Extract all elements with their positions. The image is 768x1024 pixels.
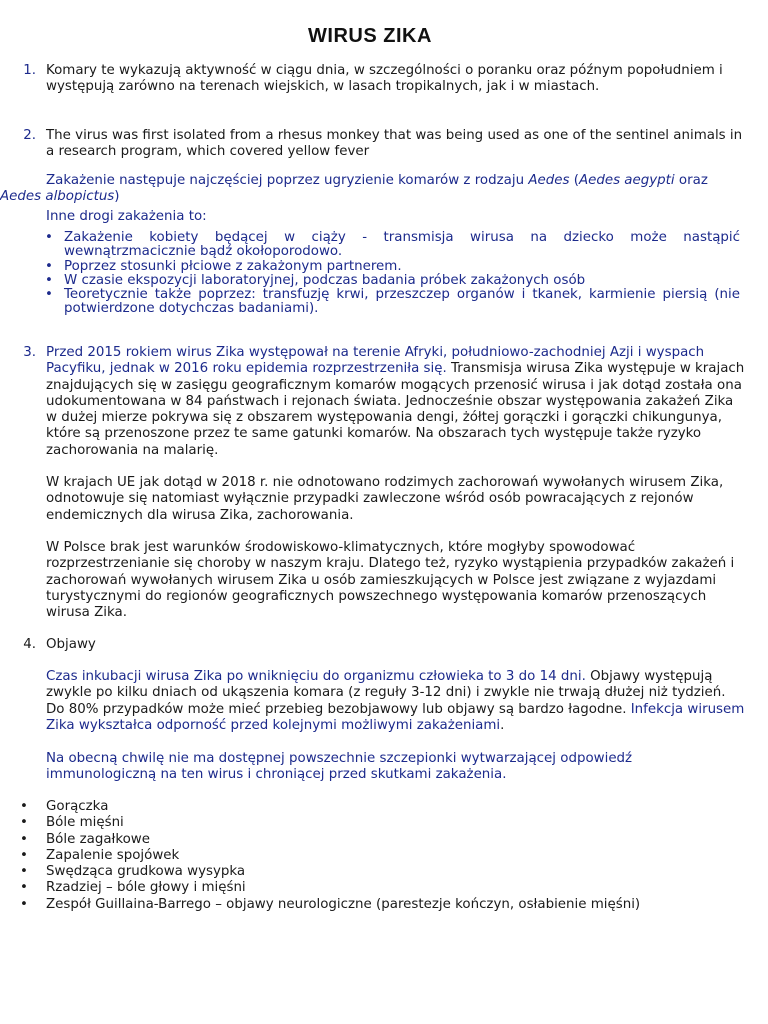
list-item-text: Bóle zagałkowe [46, 831, 150, 847]
section-2-text: The virus was first isolated from a rhesus monkey that was being used as one of the sentinel animals in a research program, which covered yellow fever [46, 128, 743, 160]
list-item [45, 287, 740, 317]
section-1-text: Komary te wykazują aktywność w ciągu dnia, w szczególności o poranku oraz późnym popołudniem i występują zarówno na terenach wiejskich, w lasach tropikalnych, jak i w miastach. [46, 63, 723, 95]
bullet-icon: • [45, 230, 53, 245]
bullet-icon: • [20, 831, 28, 847]
list-item [20, 864, 726, 880]
symptoms-list [20, 799, 726, 913]
page-title: WIRUS ZIKA [308, 25, 432, 47]
section-2-number: 2. [23, 128, 36, 143]
bullet-icon: • [20, 864, 28, 880]
eu-paragraph: W krajach UE jak dotąd w 2018 r. nie odnotowano rodzimych zachorowań wywołanych wirusem Zika, odnotowuje się natomiast wyłącznie przypadki zawleczone wśród osób powracających z rejonów endemicznych dla wirusa Zika, zachorowania. [46, 475, 724, 523]
list-item-text: Zespół Guillaina-Barrego – objawy neurologiczne (parestezje kończyn, osłabienie mięśni) [46, 896, 641, 912]
bullet-icon: • [45, 258, 53, 274]
transmission-text-f: Aedes albopictus [0, 189, 115, 205]
list-item [20, 831, 726, 848]
section-3-number: 3. [23, 345, 36, 360]
symptoms-heading: Objawy [46, 637, 96, 652]
incubation-paragraph [46, 669, 746, 734]
list-item-text: Swędząca grudkowa wysypka [46, 864, 246, 880]
list-item [20, 896, 726, 913]
list-item-text: Zakażenie kobiety będącej w ciąży - transmisja wirusa na dziecko może nastąpić wewnątrzmacicznie bądź okołoporodowo. [64, 230, 740, 260]
vaccine-paragraph: Na obecną chwilę nie ma dostępnej powszechnie szczepionki wytwarzającej odpowiedź immunologiczną na ten wirus i chroniącej przed skutkami zakażenia. [46, 751, 633, 783]
transmission-text-g: ) [114, 189, 120, 205]
section-1-number: 1. [23, 63, 36, 78]
list-item-text: Teoretycznie także poprzez: transfuzję krwi, przeszczep organów i tkanek, karmienie piersią (nie potwierdzone dotychczas badaniami). [64, 287, 740, 317]
transmission-paragraph [0, 173, 740, 206]
immunity-text: Infekcja wirusem Zika wykształca odporność przed kolejnymi możliwymi zakażeniami [46, 701, 745, 733]
section-3-text [46, 345, 746, 459]
list-item [45, 258, 740, 274]
list-item [20, 847, 726, 864]
transmission-text-c: ( [569, 173, 579, 188]
bullet-icon: • [20, 880, 28, 896]
incubation-text-end: . [500, 717, 505, 733]
bullet-icon: • [45, 272, 53, 288]
section-4-number: 4. [23, 637, 36, 652]
transmission-text-e: oraz [674, 173, 708, 188]
list-item-text: Bóle mięśni [46, 815, 124, 831]
list-item-text: Poprzez stosunki płciowe z zakażonym partnerem. [64, 258, 402, 274]
bullet-icon: • [20, 815, 28, 831]
other-routes-heading: Inne drogi zakażenia to: [46, 209, 207, 224]
list-item-text: Zapalenie spojówek [46, 847, 180, 863]
section-3-text-black: Transmisja wirusa Zika występuje w krajach znajdujących się w zasięgu geograficznym komarów mogących przenosić wirusa i jak dotąd została ona udokumentowana w 84 państwach i rejonach świata. Jednocześnie obszar występowania zakażeń Zika w dużej mierze pokrywa się z obszarem występowania dengi, żółtej gorączki i gorączki chikungunya, które są przenoszone przez te same gatunki komarów. Na obszarach tych występuje także ryzyko zachorowania na malarię. [46, 361, 745, 458]
list-item [20, 799, 726, 815]
incubation-text-black: Objawy występują zwykle po kilku dniach od ukąszenia komara (z reguły 3-12 dni) i zwykle nie trwają dłużej niż tydzień. Do 80% przypadków może mieć przebieg bezobjawowy lub objawy są bardzo łagodne. [46, 669, 726, 717]
list-item-text: Rzadziej – bóle głowy i mięśni [46, 880, 246, 896]
list-item-text: Gorączka [46, 799, 109, 814]
list-item [45, 230, 740, 260]
transmission-text-a: Zakażenie następuje najczęściej poprzez ugryzienie komarów z rodzaju [46, 173, 529, 188]
list-item [20, 880, 726, 896]
bullet-icon: • [20, 896, 28, 912]
list-item-text: W czasie ekspozycji laboratoryjnej, podczas badania próbek zakażonych osób [64, 272, 586, 288]
transmission-text-b: Aedes [528, 173, 570, 188]
section-3-text-blue: Przed 2015 rokiem wirus Zika występował na terenie Afryki, południowo-zachodniej Azji i wyspach Pacyfiku, jednak w 2016 roku epidemia rozprzestrzeniła się. [46, 345, 705, 377]
incubation-text-blue: Czas inkubacji wirusa Zika po wniknięciu do organizmu człowieka to 3 do 14 dni. [46, 669, 586, 684]
transmission-text-d: Aedes aegypti [578, 173, 675, 188]
bullet-icon: • [20, 799, 28, 814]
bullet-icon: • [20, 847, 28, 863]
transmission-routes-list [45, 230, 740, 317]
bullet-icon: • [45, 287, 53, 303]
list-item [20, 815, 726, 831]
poland-paragraph: W Polsce brak jest warunków środowiskowo-klimatycznych, które mogłyby spowodować rozprzestrzenianie się choroby w naszym kraju. Dlatego też, ryzyko wystąpienia przypadków zakażeń i zachorowań wywołanych wirusem Zika u osób zamieszkujących w Polsce jest związane z wyjazdami turystycznymi do regionów geograficznych powszechnego występowania komarów przenoszących wirusa Zika. [46, 540, 735, 621]
